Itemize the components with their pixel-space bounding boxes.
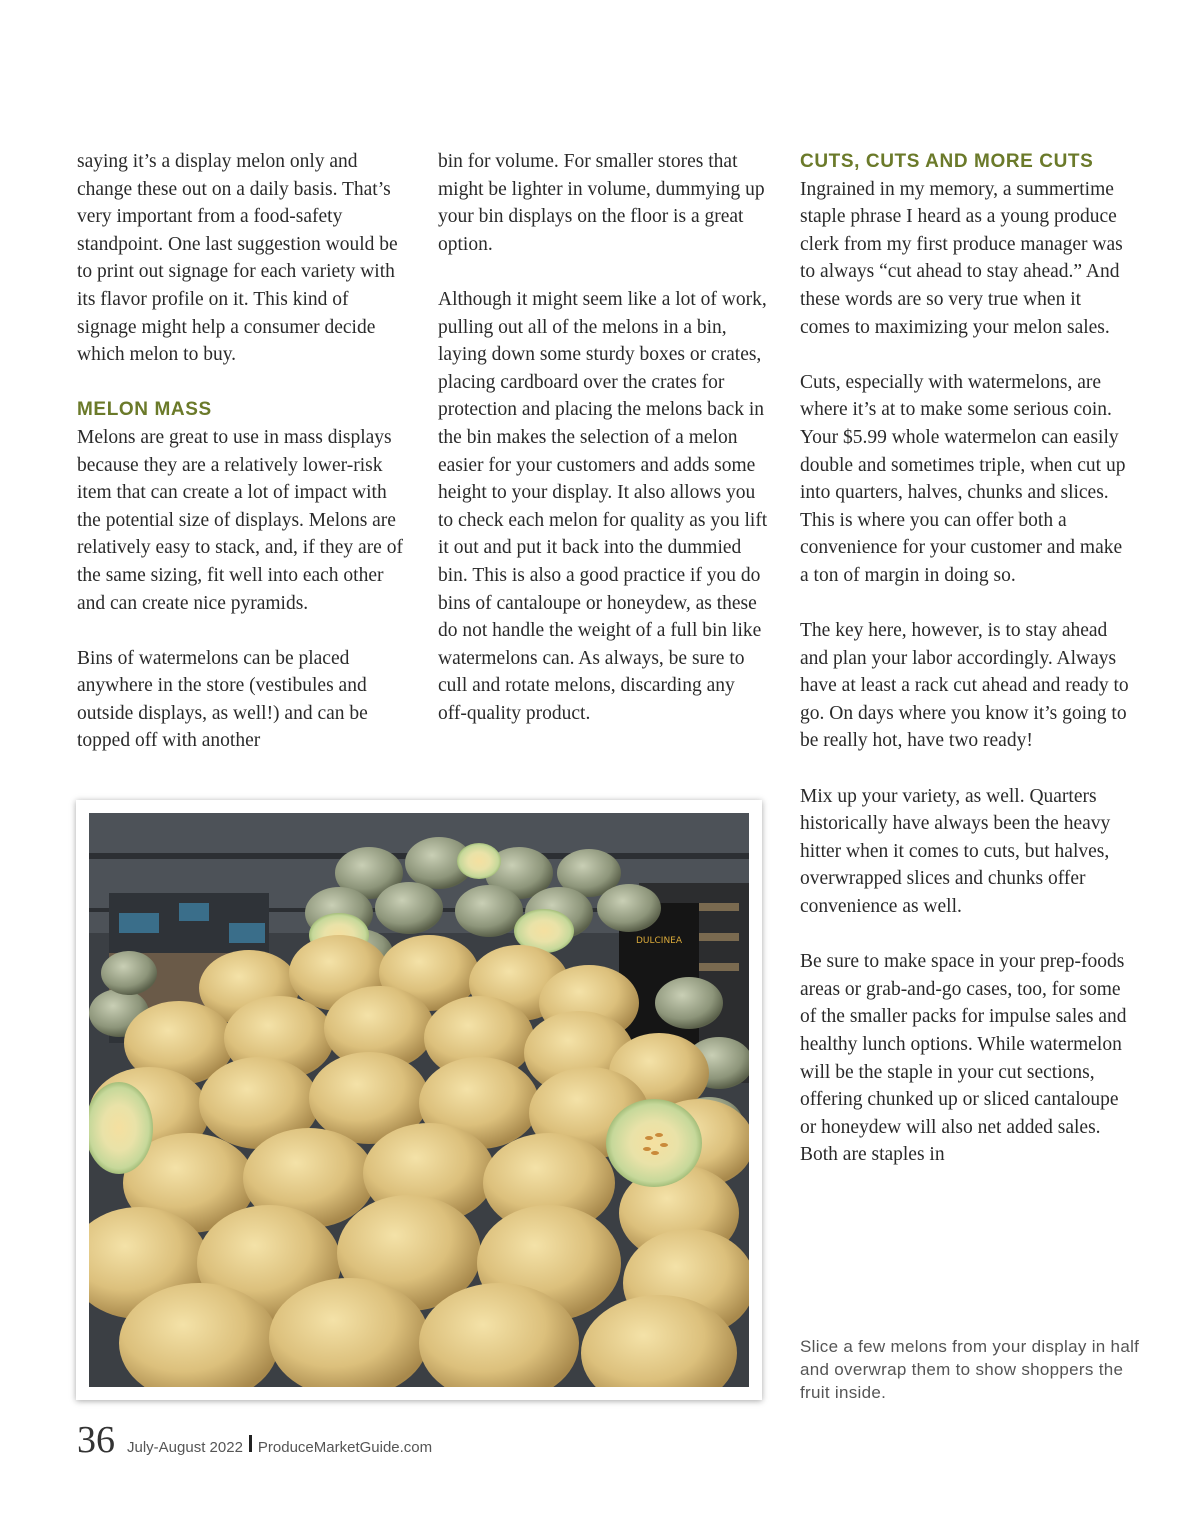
photo-caption: Slice a few melons from your display in half and overwrap them to show shoppers the fruit inside. [800, 1337, 1140, 1402]
footer-divider [249, 1435, 252, 1452]
article-column-2 [438, 148, 768, 755]
body-paragraph: Be sure to make space in your prep-foods areas or grab-and-go cases, too, for some of the smaller packs for impulse sales and healthy lunch options. While watermelon will be the staple in your cut sections, offering chunked up or sliced cantaloupe or honeydew will also net added sales. Both are staples in [800, 951, 1127, 1166]
melon-display-photo-frame [76, 800, 762, 1400]
page-number: 36 [77, 1419, 115, 1461]
section-heading-melon-mass: MELON MASS [77, 399, 212, 421]
melon-display-photo-icon [89, 813, 749, 1387]
body-paragraph: Although it might seem like a lot of work, pulling out all of the melons in a bin, laying down some sturdy boxes or crates, placing cardboard over the crates for protection and placing the melons back in the bin makes the selection of a melon easier for your customers and adds some height to your display. It also allows you to check each melon for quality as you lift it out and put it back into the dummied bin. This is also a good practice if you do bins of cantaloupe or honeydew, as these do not handle the weight of a full bin like watermelons can. As always, be sure to cull and rotate melons, discarding any off-quality product. [438, 288, 768, 724]
section-heading-cuts: CUTS, CUTS AND MORE CUTS [800, 151, 1094, 172]
body-paragraph: The key here, however, is to stay ahead and plan your labor accordingly. Always have at least a rack cut ahead and ready to go. On days where you know it’s going to be really hot, have two ready! [800, 620, 1129, 752]
body-paragraph: Bins of watermelons can be placed anywhere in the store (vestibules and outside displays, as well!) and can be topped off with another [77, 647, 368, 752]
issue-date: July-August 2022 [127, 1439, 243, 1456]
body-paragraph: Mix up your variety, as well. Quarters historically have always been the heavy hitter when it comes to cuts, but halves, overwrapped slices and chunks offer convenience as well. [800, 785, 1111, 918]
article-column-1 [77, 148, 407, 783]
article-column-3 [800, 148, 1130, 1197]
site-name: ProduceMarketGuide.com [257, 1439, 433, 1456]
svg-text:DULCINEA: DULCINEA [635, 936, 683, 946]
body-paragraph: Melons are great to use in mass displays because they are a relatively lower-risk item that can create a lot of impact with the potential size of displays. Melons are relatively easy to stack, and, if they are of the same sizing, fit well into each other and can create nice pyramids. [77, 426, 403, 614]
body-paragraph: Ingrained in my memory, a summertime staple phrase I heard as a young produce clerk from my first produce manager was to always “cut ahead to stay ahead.” And these words are so very true when it comes to maximizing your melon sales. [800, 178, 1123, 338]
body-paragraph: Cuts, especially with watermelons, are where it’s at to make some serious coin. Your $5.99 whole watermelon can easily double and sometimes triple, when cut up into quarters, halves, chunks and slices. This is where you can offer both a convenience for your customer and make a ton of margin in doing so. [800, 371, 1126, 586]
body-paragraph: bin for volume. For smaller stores that might be lighter in volume, dummying up your bin displays on the floor is a great option. [438, 151, 765, 255]
page-footer [77, 1418, 432, 1462]
body-paragraph: saying it’s a display melon only and change these out on a daily basis. That’s very important from a food-safety standpoint. One last suggestion would be to print out signage for each variety with its flavor profile on it. This kind of signage might help a consumer decide which melon to buy. [77, 151, 398, 366]
